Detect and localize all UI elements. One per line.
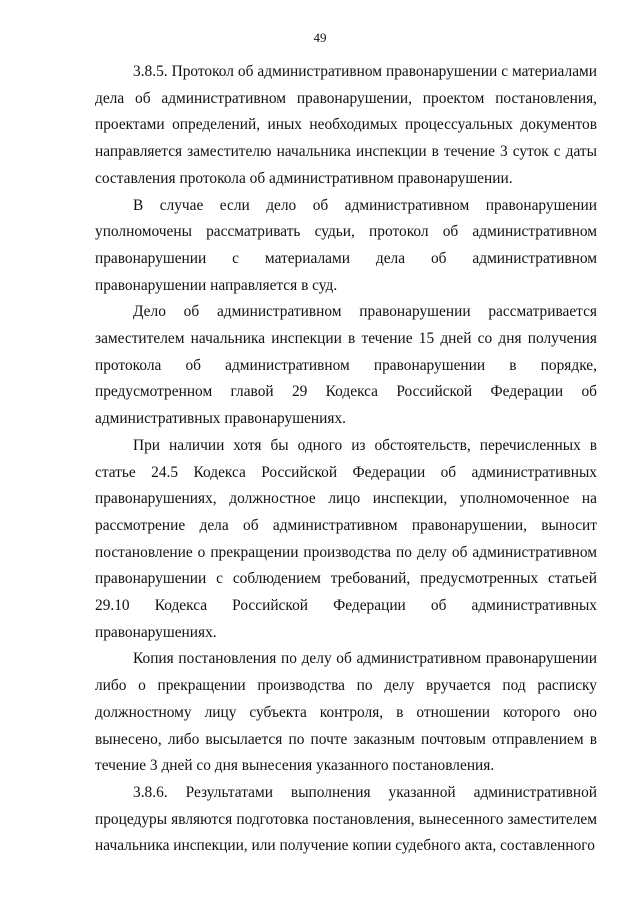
paragraph-3-8-5: 3.8.5. Протокол об административном правонарушении с материалами дела об административном правонарушении, проектом постановления, проектами определений, иных необходимых процессуальных документов направляется заместителю начальника инспекции в течение 3 суток с даты составления протокола об административном правонарушении.: [95, 63, 597, 187]
paragraph-3-8-6: 3.8.6. Результатами выполнения указанной административной процедуры являются подготовка постановления, вынесенного заместителем начальника инспекции, или получение копии судебного акта, составленного: [95, 783, 597, 855]
page-number: 49: [313, 30, 327, 45]
paragraph-copy-delivery: Копия постановления по делу об административном правонарушении либо о прекращении производства по делу вручается под расписку должностному лицу субъекта контроля, в отношении которого оно вынесено, либо высылается по почте заказным почтовым отправлением в течение 3 дней со дня вынесения указанного постановления.: [95, 650, 597, 775]
paragraph-termination: При наличии хотя бы одного из обстоятельств, перечисленных в статье 24.5 Кодекса Российской Федерации об административных правонарушениях, должностное лицо инспекции, уполномоченное на рассмотрение дела об административном правонарушении, выносит постановление о прекращении производства по делу об административном правонарушении с соблюдением требований, предусмотренных статьей 29.10 Кодекса Российской Федерации об административных правонарушениях.: [95, 436, 597, 641]
paragraph-case-review: Дело об административном правонарушении рассматривается заместителем начальника инспекции в течение 15 дней со дня получения протокола об административном правонарушении в порядке, предусмотренном главой 29 Кодекса Российской Федерации об административных правонарушениях.: [95, 303, 597, 428]
document-body: [95, 59, 597, 860]
paragraph-court-referral: В случае если дело об административном правонарушении уполномочены рассматривать судьи, протокол об административном правонарушении с материалами дела об административном правонарушении направляется в суд.: [95, 196, 597, 294]
